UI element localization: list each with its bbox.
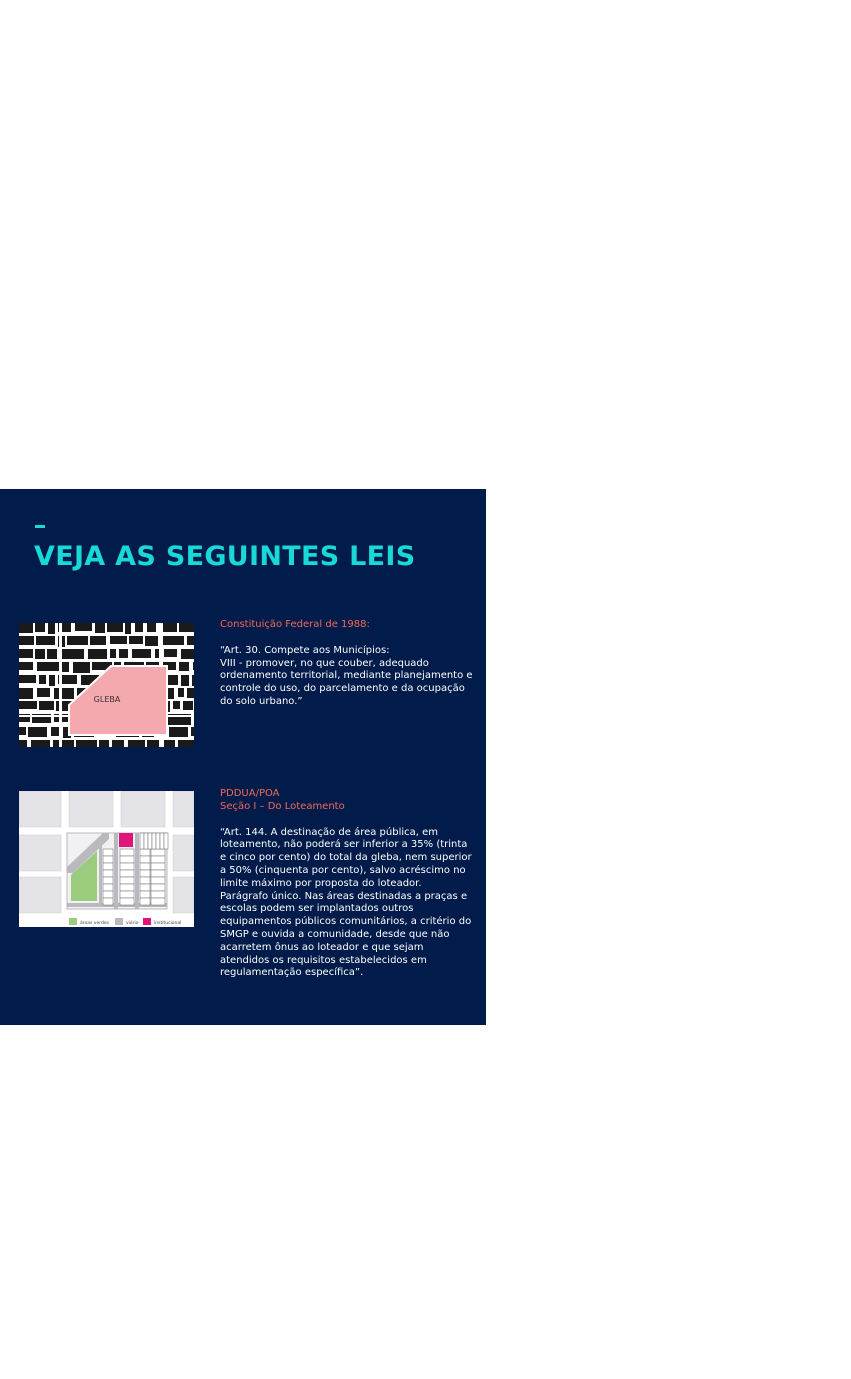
law-title-line: PDDUA/POA — [220, 788, 280, 799]
law-title — [220, 788, 475, 814]
law-title-line: Seção I – Do Loteamento — [220, 800, 345, 812]
loteamento-diagram-figure — [19, 791, 194, 927]
gleba-map-svg — [19, 623, 194, 747]
law-text — [220, 827, 475, 981]
law-paragraph: VIII - promover, no que couber, adequado ordenamento territorial, mediante planejamento e controle do uso, do parcelamento e da ocupação do solo urbano.” — [220, 657, 473, 707]
legend-label-institutional: institucional — [154, 921, 182, 926]
loteamento-diagram-svg — [19, 791, 194, 927]
law-title — [220, 619, 475, 632]
law-title-line: Constituição Federal de 1988: — [220, 619, 370, 630]
law-text — [220, 645, 475, 709]
law-paragraph: Parágrafo único. Nas áreas destinadas a praças e escolas podem ser implantados outros equipamentos públicos comunitários, a critério do SMGP e ouvida a comunidade, desde que não acarretem ônus ao loteador e que sejam atendidos os requisitos estabelecidos em regulamentação específica”. — [220, 890, 472, 979]
law-pddua — [220, 788, 475, 980]
law-paragraph: “Art. 30. Compete aos Municípios: — [220, 644, 390, 656]
gleba-label: GLEBA — [93, 695, 121, 704]
legend-swatch-institutional — [143, 918, 151, 925]
law-paragraph: “Art. 144. A destinação de área pública, em loteamento, não poderá ser inferior a 35% (trinta e cinco por cento) do total da gleba, nem superior a 50% (cinquenta por cento), salvo acréscimo no limite máximo por proposta do loteador. — [220, 826, 472, 889]
laws-panel — [0, 489, 486, 1025]
law-constituicao — [220, 619, 475, 709]
legend-swatch-green — [69, 918, 77, 925]
gleba-map-figure — [19, 623, 194, 747]
institutional-area — [119, 833, 133, 847]
legend-label-road: viário — [126, 921, 139, 926]
legend-swatch-road — [115, 918, 123, 925]
section-heading: VEJA AS SEGUINTES LEIS — [34, 541, 416, 572]
legend-label-green: áreas verdes — [80, 921, 109, 926]
heading-dash — [35, 525, 45, 528]
